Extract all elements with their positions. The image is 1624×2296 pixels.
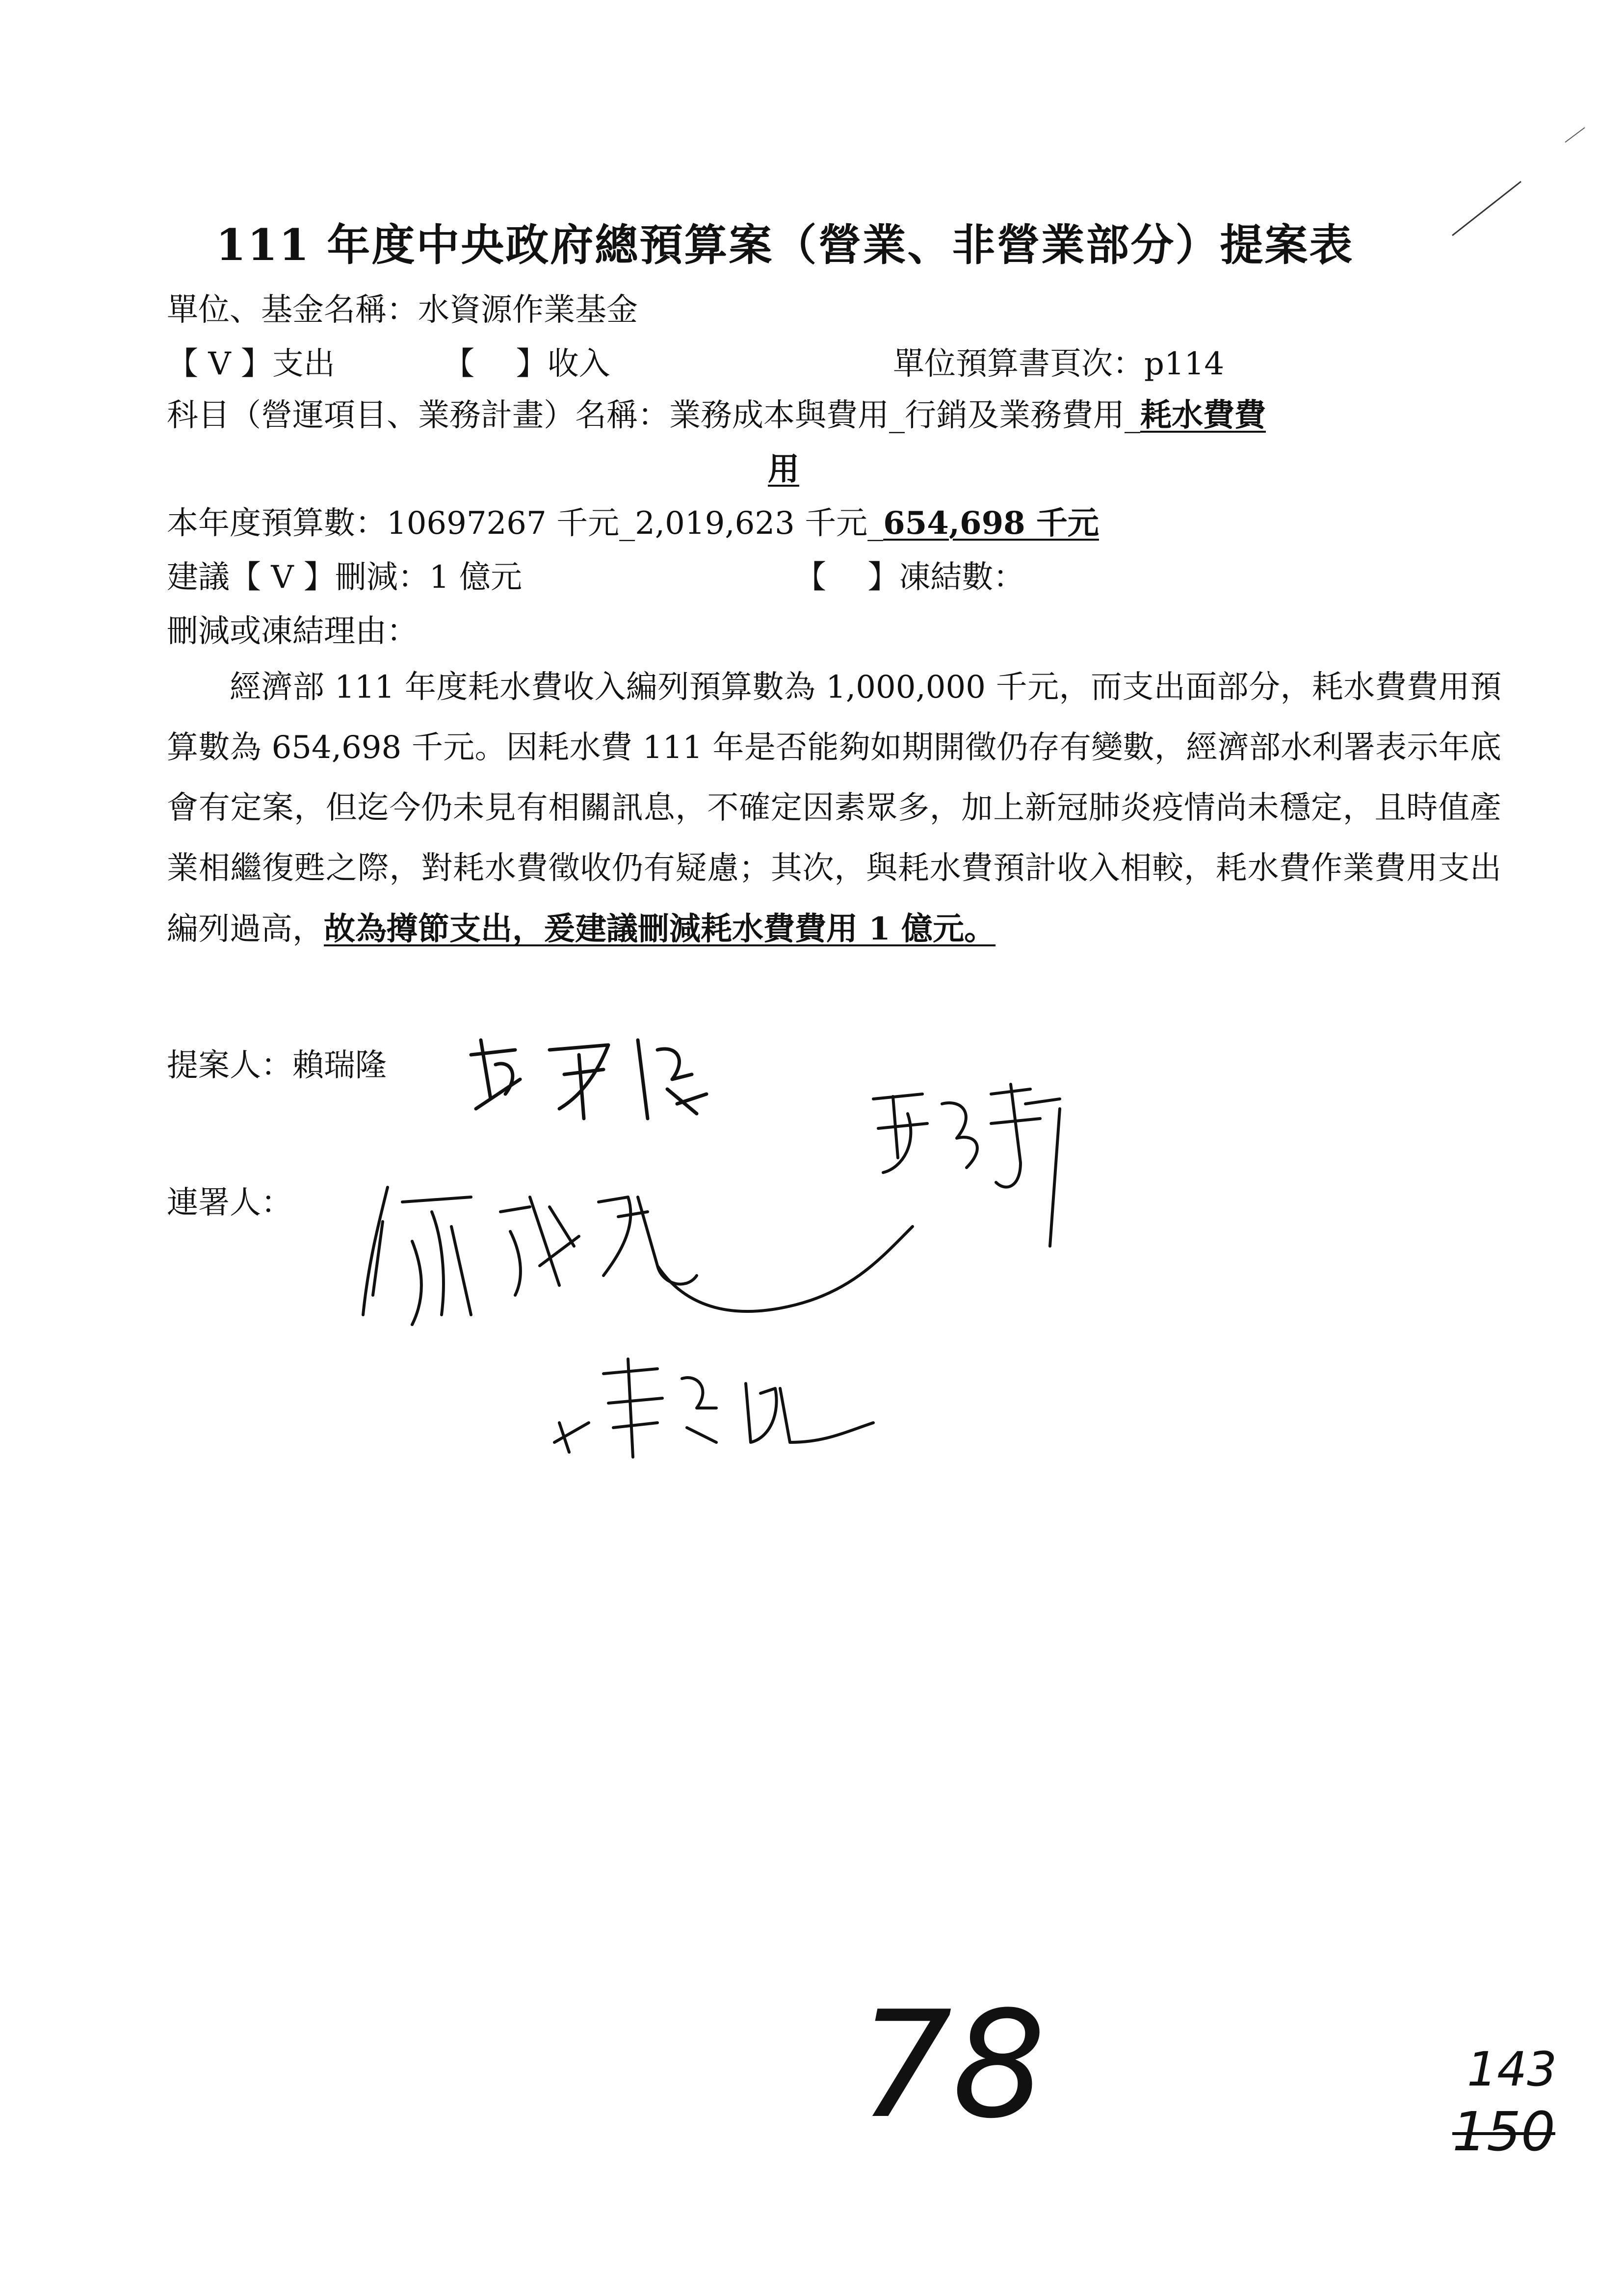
corner-scan-mark [1447, 123, 1595, 250]
proposer-label: 提案人： [167, 1047, 292, 1084]
cosigner-label: 連署人： [167, 1185, 292, 1221]
page-title: 111 年度中央政府總預算案（營業、非營業部分）提案表 [216, 219, 1354, 270]
budget-highlight: 654,698 千元 [883, 505, 1099, 542]
freeze-suggestion: 【 】凍結數： [795, 559, 1025, 596]
subject-highlight-continued: 用 [768, 451, 799, 488]
reason-conclusion: 故為撙節支出，爰建議刪減耗水費費用 1 億元。 [324, 911, 996, 947]
budget-row [167, 505, 1099, 542]
reason-text: 經濟部 111 年度耗水費收入編列預算數為 1,000,000 千元，而支出面部分，耗水費費用預算數為 654,698 千元。因耗水費 111 年是否能夠如期開徵仍存有變數，經濟部水利署表示年底會有定案，但迄今仍未見有相關訊息，不確定因素眾多，加上新冠肺炎疫情尚未穩定，且時值產業相繼復甦之際，對耗水費徵收仍有疑慮；其次，與耗水費預計收入相較，耗水費作業費用支出編列過高， [167, 669, 1501, 947]
reason-paragraph [167, 657, 1501, 960]
expense-checkbox: 【 V 】支出 [167, 346, 335, 382]
type-row [167, 348, 1501, 380]
budget-label: 本年度預算數：10697267 千元_2,019,623 千元_ [167, 505, 884, 542]
budget-page-ref: 單位預算書頁次：p114 [893, 346, 1225, 382]
income-checkbox: 【 】收入 [443, 346, 610, 382]
subject-label: 科目（營運項目、業務計畫）名稱：業務成本與費用_行銷及業務費用_ [167, 397, 1140, 434]
struck-ref-number: 150 [1452, 2100, 1555, 2163]
cosigner-signature-2 [343, 1168, 981, 1354]
proposer-signature [461, 1020, 716, 1128]
proposer-row [167, 1047, 387, 1084]
cosigner-signature-3 [550, 1344, 883, 1472]
handwritten-page-number: 78 [859, 1980, 1046, 2151]
unit-row [167, 294, 638, 326]
subject-row [167, 397, 1266, 434]
handwritten-ref-number: 143 [1467, 2042, 1557, 2097]
cut-suggestion: 建議【 V 】刪減：1 億元 [167, 559, 522, 596]
suggestion-row [167, 559, 1501, 596]
unit-label: 單位、基金名稱： [167, 292, 418, 328]
proposer-name: 賴瑞隆 [292, 1047, 387, 1084]
reason-label: 刪減或凍結理由： [167, 613, 418, 650]
unit-value: 水資源作業基金 [418, 292, 638, 328]
subject-highlight: 耗水費費 [1140, 397, 1266, 434]
